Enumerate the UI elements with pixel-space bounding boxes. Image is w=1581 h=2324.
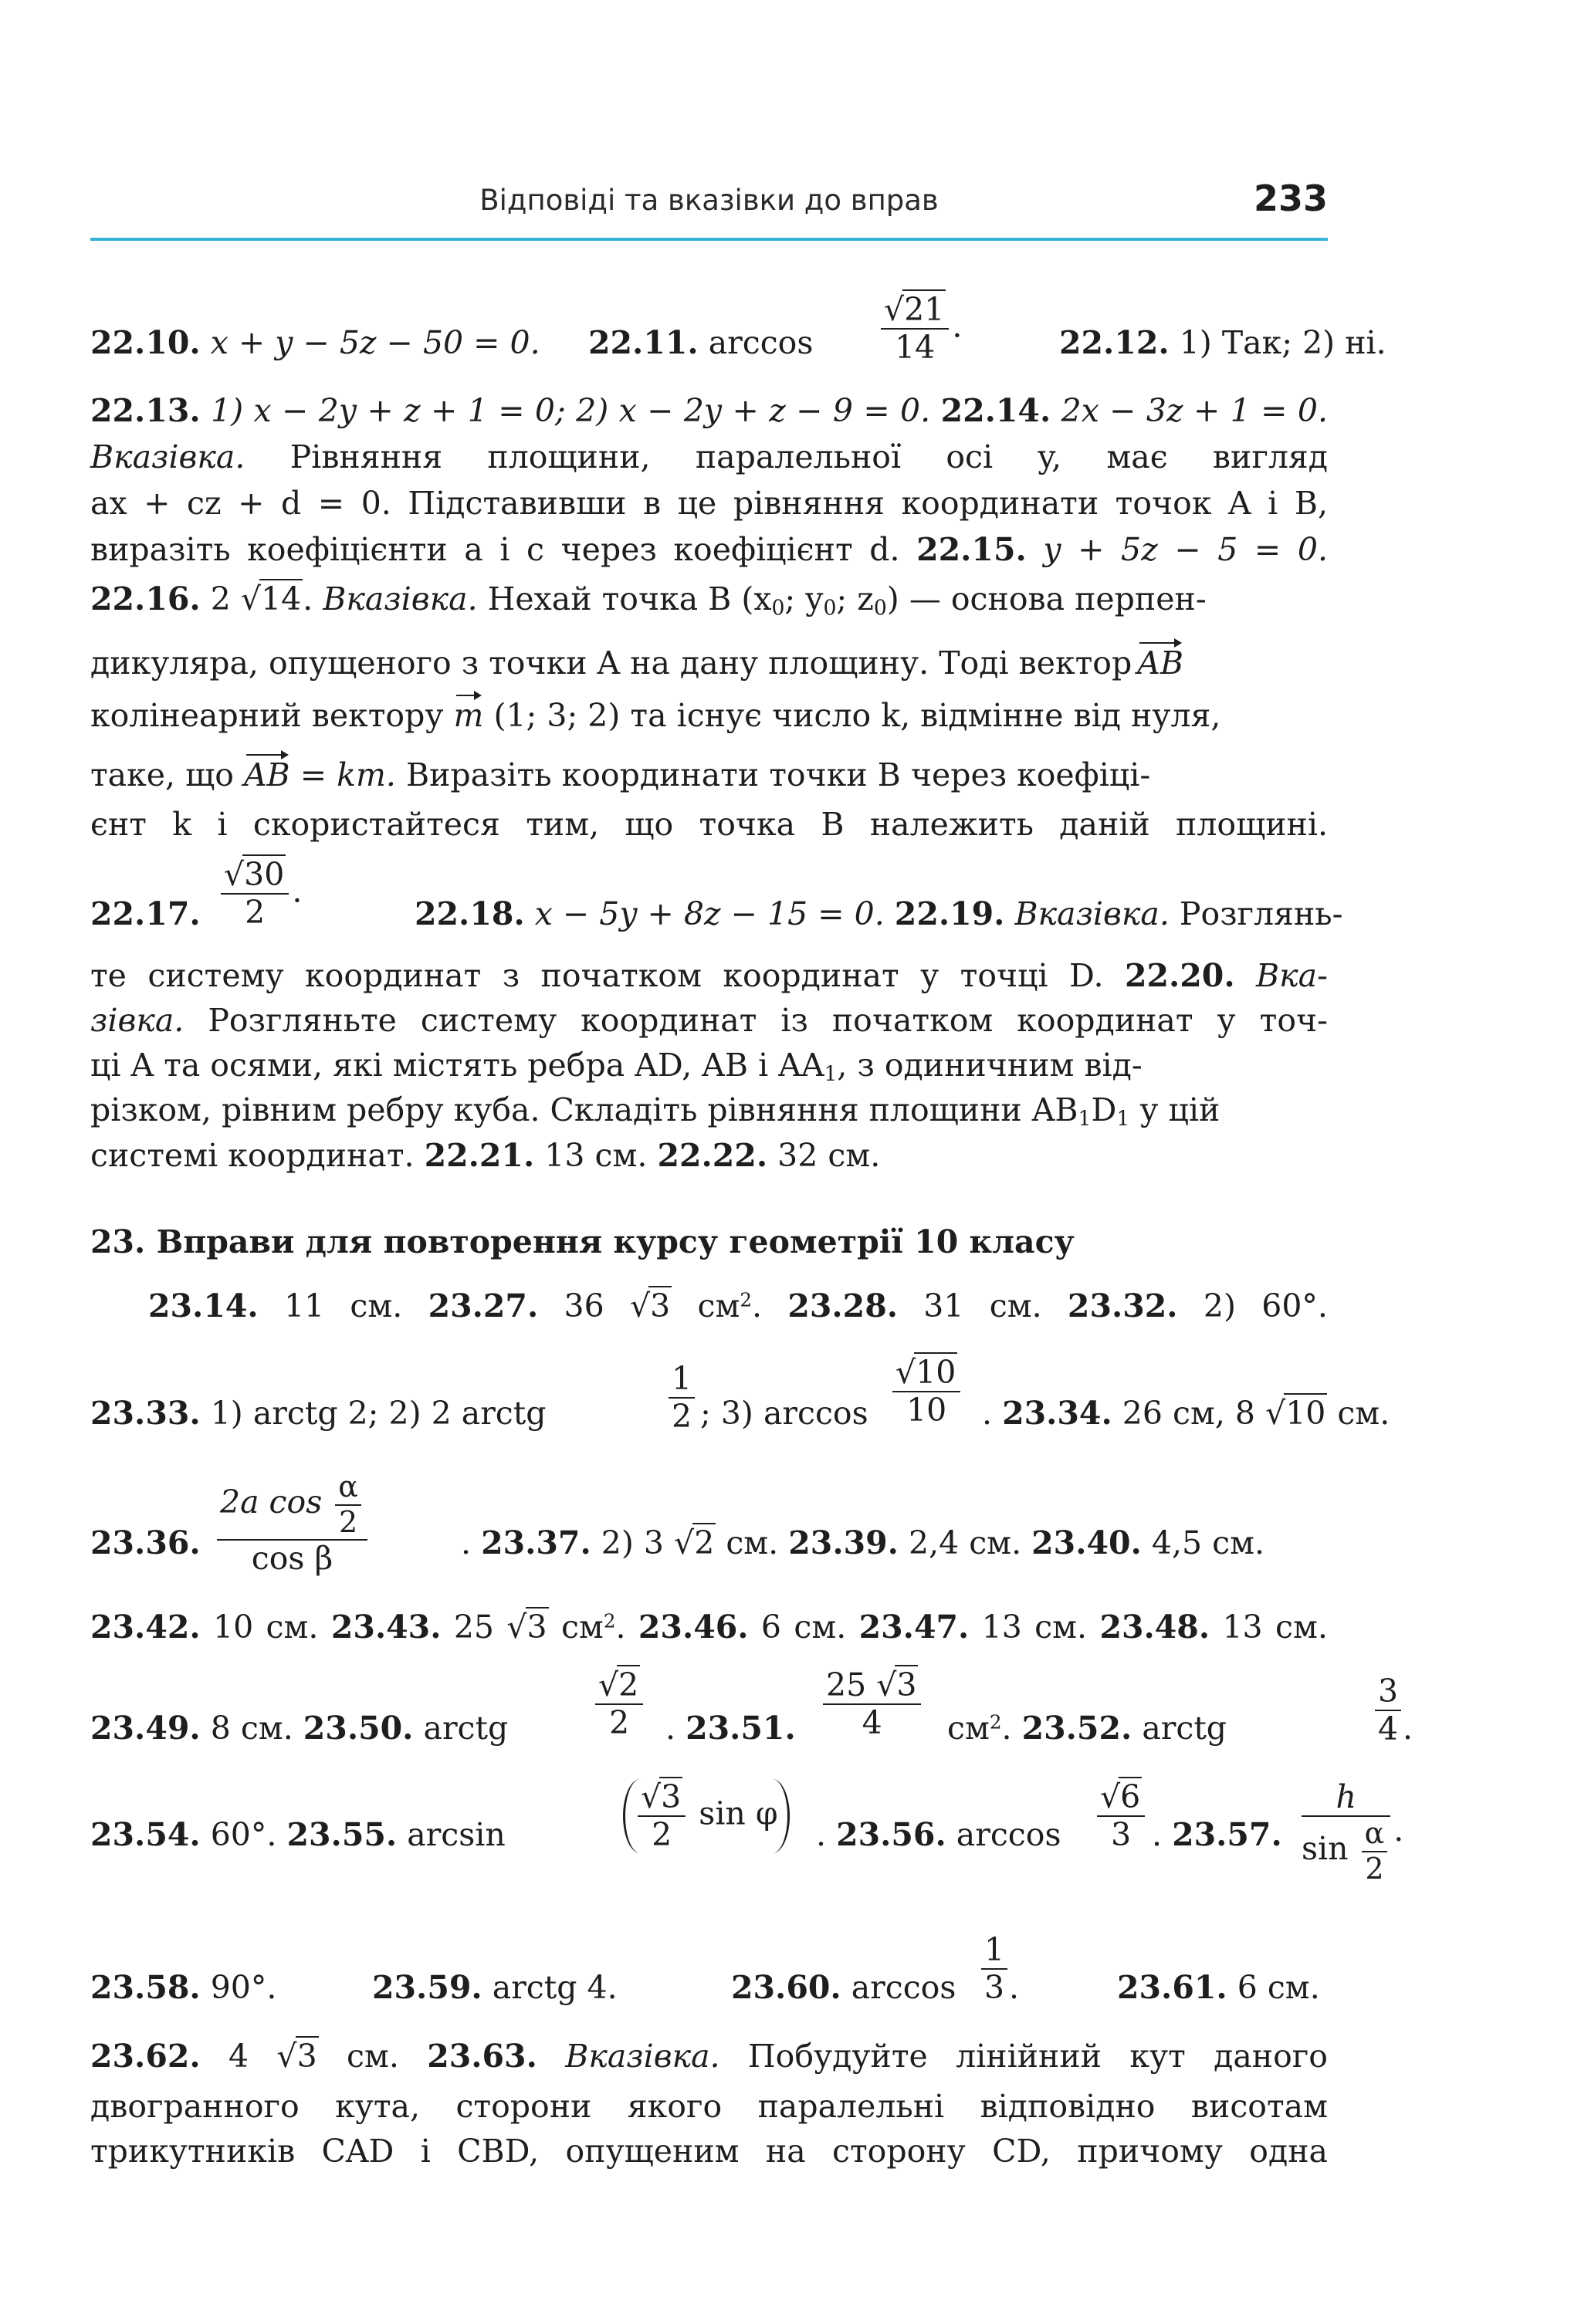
answer-line: Вказівка. Рівняння площини, паралельної осі y, має вигляд (90, 438, 1328, 475)
answer-line: двогранного кута, сторони якого паралельні відповідно висотам (90, 2088, 1328, 2125)
answer-line: 23.33. 1) arctg 2; 2) 2 arctg $\frac{1}{2}$ ; 3) arccos $\frac{√10}{10}$ . 23.34. 26 см, 8 √10 см. (90, 1354, 1390, 1436)
section-title: 23. Вправи для повторення курсу геометрії 10 класу (90, 1223, 1075, 1260)
answer-line: зівка. Розгляньте систему координат із початком координат у точ- (90, 1002, 1328, 1039)
answer-line: 23.62. 4 √3 см. 23.63. Вказівка. Побудуйте лінійний кут даного (90, 2038, 1328, 2075)
answer-line: дикуляра, опущеного з точки A на дану площину. Тоді вектор AB (90, 644, 1183, 682)
running-header (90, 178, 1328, 230)
answer-line: 23.14. 11 см. 23.27. 36 √3 $см^2$. 23.28. 31 см. 23.32. 2) 60°. (148, 1287, 1328, 1324)
answer-line: колінеарний вектору m (1; 3; 2) та існує число k, відмінне від нуля, (90, 697, 1221, 734)
answer-line: таке, що AB = km. Виразіть координати точки B через коефіці- (90, 756, 1151, 793)
answer-line: 23.58. 90°. 23.59. arctg 4. 23.60. arccos $\frac{1}{3}$ . 23.61. 6 см. (90, 1931, 1320, 2007)
answer-line: 22.17. $\frac{√30}{2}$ . 22.18. x − 5y + 8z − 15 = 0. 22.19. Вказівка. Розглянь- (90, 856, 1343, 932)
running-title: Відповіді та вказівки до вправ (479, 184, 939, 217)
answer-line: єнт k і скористайтеся тим, що точка B належить даній площині. (90, 806, 1328, 843)
answer-line: 23.42. 10 см. 23.43. 25 √3 $см^2$. 23.46. 6 см. 23.47. 13 см. 23.48. 13 см. (90, 1609, 1328, 1646)
answer-line: 22.16. 2 √14. Вказівка. Нехай точка B ($x_0$; $y_0$; $z_0$) — основа перпен- (90, 580, 1207, 621)
answer-line: системі координат. 22.21. 13 см. 22.22. 32 см. (90, 1137, 881, 1174)
answer-line: різком, рівним ребру куба. Складіть рівняння площини $AB_1D_1$ у цій (90, 1091, 1220, 1132)
answer-line: 23.36. 2a cos $\frac{\alpha}{2}$ cos β . 23.37. 2) 3 √2 см. 23.39. 2,4 см. 23.40. 4,5 см. (90, 1470, 1264, 1578)
answer-line: 22.10. x + y − 5z − 50 = 0. 22.11. arccos $\frac{√21}{14}$ . 22.12. 1) Так; 2) ні. (90, 291, 1386, 367)
answer-line: ax + cz + d = 0. Підставивши в це рівняння координати точок A і B, (90, 485, 1328, 522)
answer-line: 23.54. 60°. 23.55. arcsin $\frac{√3}{2}$ sin φ . 23.56. arccos $\frac{√6}{3}$ . 23.57. h sin $\frac{\alpha}{2}$ . (90, 1778, 1404, 1886)
answer-line: виразіть коефіцієнти a і c через коефіцієнт d. 22.15. y + 5z − 5 = 0. (90, 531, 1328, 568)
answer-line: ці A та осями, які містять ребра AD, AB і $AA_1$, з одиничним від- (90, 1047, 1143, 1087)
answer-line: 23.49. 8 см. 23.50. arctg $\frac{√2}{2}$ . 23.51. $\frac{25 √3}{4}$ $см^2$. 23.52. arctg $\frac{3}{4}$ . (90, 1666, 1413, 1748)
answer-line: 22.13. 1) x − 2y + z + 1 = 0; 2) x − 2y + z − 9 = 0. 22.14. 2x − 3z + 1 = 0. (90, 392, 1328, 429)
page-number: 233 (1253, 178, 1328, 219)
answer-line: трикутників CAD і CBD, опущеним на сторону CD, причому одна (90, 2133, 1328, 2170)
answer-line: те систему координат з початком координат у точці D. 22.20. Вка- (90, 957, 1328, 994)
header-rule (90, 238, 1328, 241)
